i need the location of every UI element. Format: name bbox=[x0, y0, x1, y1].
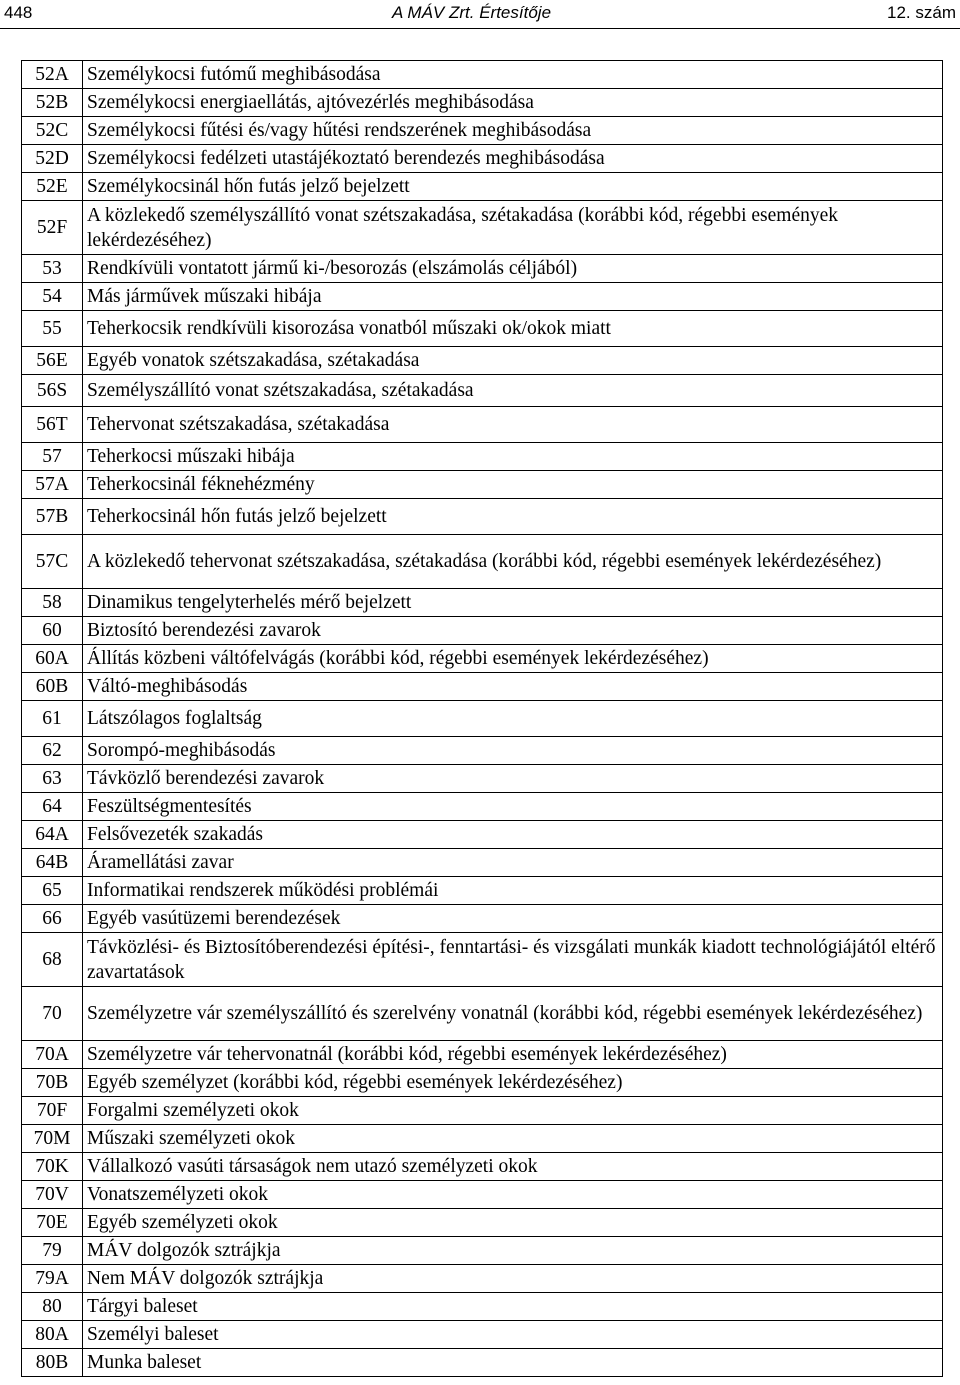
delay-code-table-body bbox=[22, 61, 943, 1377]
delay-code: 68 bbox=[22, 933, 83, 987]
delay-code: 58 bbox=[22, 589, 83, 617]
delay-code: 56S bbox=[22, 375, 83, 407]
table-row bbox=[22, 117, 943, 145]
delay-description: Vonatszemélyzeti okok bbox=[83, 1181, 943, 1209]
table-row bbox=[22, 499, 943, 535]
delay-description: Teherkocsinál féknehézmény bbox=[83, 471, 943, 499]
table-row bbox=[22, 1069, 943, 1097]
delay-code: 62 bbox=[22, 737, 83, 765]
table-row bbox=[22, 645, 943, 673]
delay-code: 60B bbox=[22, 673, 83, 701]
delay-description: Váltó-meghibásodás bbox=[83, 673, 943, 701]
table-row bbox=[22, 311, 943, 347]
table-row bbox=[22, 255, 943, 283]
table-row bbox=[22, 673, 943, 701]
table-row bbox=[22, 765, 943, 793]
delay-code: 65 bbox=[22, 877, 83, 905]
delay-code: 70V bbox=[22, 1181, 83, 1209]
table-row bbox=[22, 933, 943, 987]
table-row bbox=[22, 617, 943, 645]
journal-title: A MÁV Zrt. Értesítője bbox=[392, 3, 552, 22]
delay-description: Nem MÁV dolgozók sztrájkja bbox=[83, 1265, 943, 1293]
table-row bbox=[22, 877, 943, 905]
delay-description: Személykocsi energiaellátás, ajtóvezérlés meghibásodása bbox=[83, 89, 943, 117]
delay-description: A közlekedő tehervonat szétszakadása, szétakadása (korábbi kód, régebbi események lekérdezéséhez) bbox=[83, 535, 943, 589]
delay-description: Dinamikus tengelyterhelés mérő bejelzett bbox=[83, 589, 943, 617]
table-row bbox=[22, 375, 943, 407]
delay-code: 80A bbox=[22, 1321, 83, 1349]
delay-code: 60 bbox=[22, 617, 83, 645]
delay-code: 64 bbox=[22, 793, 83, 821]
delay-code: 60A bbox=[22, 645, 83, 673]
table-row bbox=[22, 1209, 943, 1237]
delay-description: Látszólagos foglaltság bbox=[83, 701, 943, 737]
delay-description: Személykocsi fedélzeti utastájékoztató berendezés meghibásodása bbox=[83, 145, 943, 173]
table-row bbox=[22, 793, 943, 821]
table-row bbox=[22, 1349, 943, 1377]
delay-description: Biztosító berendezési zavarok bbox=[83, 617, 943, 645]
delay-code: 80B bbox=[22, 1349, 83, 1377]
delay-code: 53 bbox=[22, 255, 83, 283]
delay-description: Sorompó-meghibásodás bbox=[83, 737, 943, 765]
delay-code: 54 bbox=[22, 283, 83, 311]
delay-description: Vállalkozó vasúti társaságok nem utazó személyzeti okok bbox=[83, 1153, 943, 1181]
delay-code: 79 bbox=[22, 1237, 83, 1265]
delay-code: 64B bbox=[22, 849, 83, 877]
table-row bbox=[22, 701, 943, 737]
table-row bbox=[22, 1321, 943, 1349]
delay-description: Rendkívüli vontatott jármű ki-/besorozás (elszámolás céljából) bbox=[83, 255, 943, 283]
table-row bbox=[22, 201, 943, 255]
delay-description: Áramellátási zavar bbox=[83, 849, 943, 877]
delay-description: Feszültségmentesítés bbox=[83, 793, 943, 821]
table-row bbox=[22, 987, 943, 1041]
delay-description: Egyéb vasútüzemi berendezések bbox=[83, 905, 943, 933]
delay-code: 70E bbox=[22, 1209, 83, 1237]
delay-code: 70 bbox=[22, 987, 83, 1041]
delay-code: 56T bbox=[22, 407, 83, 443]
delay-description: Állítás közbeni váltófelvágás (korábbi kód, régebbi események lekérdezéséhez) bbox=[83, 645, 943, 673]
delay-description: Távközlő berendezési zavarok bbox=[83, 765, 943, 793]
delay-code: 55 bbox=[22, 311, 83, 347]
delay-code: 57A bbox=[22, 471, 83, 499]
table-row bbox=[22, 905, 943, 933]
table-row bbox=[22, 1097, 943, 1125]
delay-code: 64A bbox=[22, 821, 83, 849]
table-row bbox=[22, 1041, 943, 1069]
delay-code: 70F bbox=[22, 1097, 83, 1125]
table-row bbox=[22, 1237, 943, 1265]
delay-code: 57 bbox=[22, 443, 83, 471]
delay-code: 80 bbox=[22, 1293, 83, 1321]
table-row bbox=[22, 737, 943, 765]
delay-code: 57B bbox=[22, 499, 83, 535]
delay-code: 70K bbox=[22, 1153, 83, 1181]
delay-description: Forgalmi személyzeti okok bbox=[83, 1097, 943, 1125]
delay-description: Munka baleset bbox=[83, 1349, 943, 1377]
delay-description: MÁV dolgozók sztrájkja bbox=[83, 1237, 943, 1265]
table-row bbox=[22, 407, 943, 443]
delay-code: 57C bbox=[22, 535, 83, 589]
table-row bbox=[22, 1181, 943, 1209]
table-row bbox=[22, 535, 943, 589]
delay-description: Teherkocsinál hőn futás jelző bejelzett bbox=[83, 499, 943, 535]
delay-description: Más járművek műszaki hibája bbox=[83, 283, 943, 311]
table-row bbox=[22, 443, 943, 471]
table-row bbox=[22, 283, 943, 311]
delay-code: 52D bbox=[22, 145, 83, 173]
table-row bbox=[22, 1153, 943, 1181]
table-row bbox=[22, 347, 943, 375]
delay-description: Tárgyi baleset bbox=[83, 1293, 943, 1321]
delay-description: Teherkocsik rendkívüli kisorozása vonatból műszaki ok/okok miatt bbox=[83, 311, 943, 347]
table-row bbox=[22, 471, 943, 499]
delay-description: Felsővezeték szakadás bbox=[83, 821, 943, 849]
delay-code: 52B bbox=[22, 89, 83, 117]
delay-description: Egyéb vonatok szétszakadása, szétakadása bbox=[83, 347, 943, 375]
table-row bbox=[22, 821, 943, 849]
delay-description: Tehervonat szétszakadása, szétakadása bbox=[83, 407, 943, 443]
delay-description: Egyéb személyzeti okok bbox=[83, 1209, 943, 1237]
issue-number: 12. szám bbox=[887, 3, 956, 22]
delay-code: 56E bbox=[22, 347, 83, 375]
delay-code: 52F bbox=[22, 201, 83, 255]
table-row bbox=[22, 1293, 943, 1321]
delay-code: 63 bbox=[22, 765, 83, 793]
delay-code: 52C bbox=[22, 117, 83, 145]
delay-code: 79A bbox=[22, 1265, 83, 1293]
delay-code: 52E bbox=[22, 173, 83, 201]
delay-code: 61 bbox=[22, 701, 83, 737]
delay-description: Informatikai rendszerek működési problémái bbox=[83, 877, 943, 905]
delay-description: Távközlési- és Biztosítóberendezési építési-, fenntartási- és vizsgálati munkák kiadott technológiájától eltérő zavartatások bbox=[83, 933, 943, 987]
delay-description: A közlekedő személyszállító vonat szétszakadása, szétakadása (korábbi kód, régebbi események lekérdezéséhez) bbox=[83, 201, 943, 255]
delay-description: Teherkocsi műszaki hibája bbox=[83, 443, 943, 471]
delay-description: Személykocsi fűtési és/vagy hűtési rendszerének meghibásodása bbox=[83, 117, 943, 145]
delay-description: Személyszállító vonat szétszakadása, szétakadása bbox=[83, 375, 943, 407]
table-row bbox=[22, 145, 943, 173]
table-row bbox=[22, 61, 943, 89]
table-row bbox=[22, 1265, 943, 1293]
delay-description: Személykocsi futómű meghibásodása bbox=[83, 61, 943, 89]
delay-code: 52A bbox=[22, 61, 83, 89]
delay-description: Egyéb személyzet (korábbi kód, régebbi események lekérdezéséhez) bbox=[83, 1069, 943, 1097]
delay-code-table bbox=[21, 60, 943, 1377]
table-row bbox=[22, 89, 943, 117]
delay-description: Személyzetre vár személyszállító és szerelvény vonatnál (korábbi kód, régebbi események lekérdezéséhez) bbox=[83, 987, 943, 1041]
delay-code: 66 bbox=[22, 905, 83, 933]
page-number: 448 bbox=[4, 3, 33, 22]
delay-description: Személyzetre vár tehervonatnál (korábbi kód, régebbi események lekérdezéséhez) bbox=[83, 1041, 943, 1069]
delay-code: 70A bbox=[22, 1041, 83, 1069]
delay-description: Műszaki személyzeti okok bbox=[83, 1125, 943, 1153]
delay-code: 70M bbox=[22, 1125, 83, 1153]
delay-description: Személykocsinál hőn futás jelző bejelzett bbox=[83, 173, 943, 201]
table-row bbox=[22, 589, 943, 617]
page-header bbox=[0, 0, 960, 29]
table-row bbox=[22, 1125, 943, 1153]
table-row bbox=[22, 173, 943, 201]
delay-description: Személyi baleset bbox=[83, 1321, 943, 1349]
table-row bbox=[22, 849, 943, 877]
delay-code: 70B bbox=[22, 1069, 83, 1097]
